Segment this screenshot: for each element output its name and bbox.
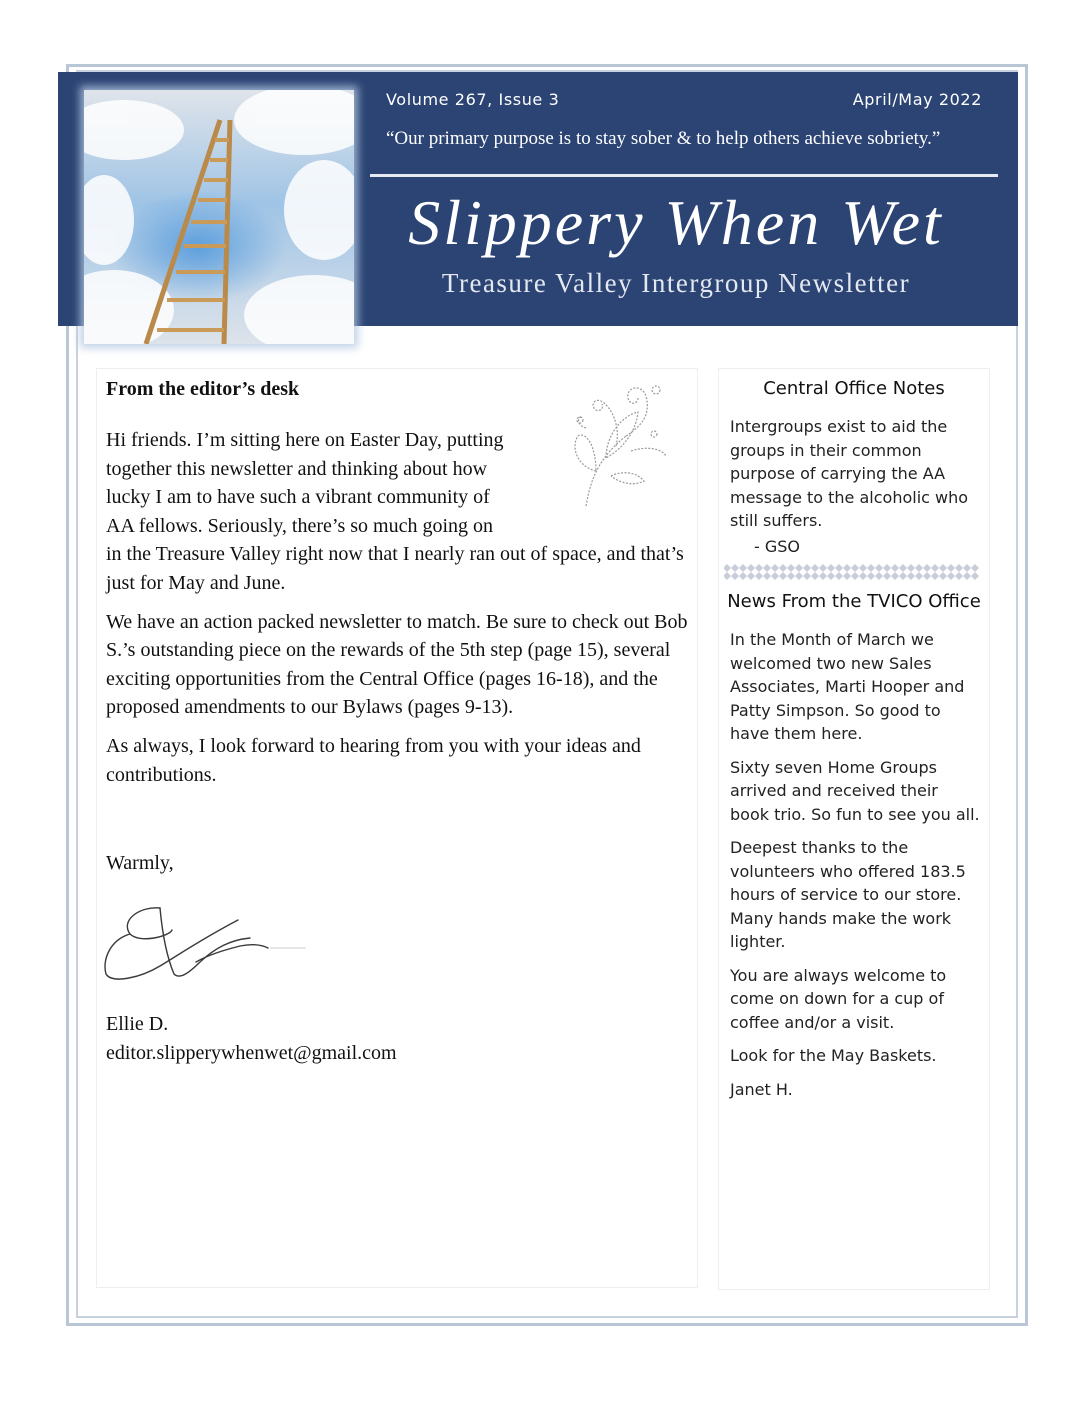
divider-diamond	[827, 564, 835, 572]
divider-diamond	[923, 564, 931, 572]
divider-diamond	[795, 564, 803, 572]
volume-issue: Volume 267, Issue 3	[386, 90, 560, 109]
ladder-to-sky-image	[84, 90, 354, 344]
divider-diamond	[803, 572, 811, 580]
central-office-heading: Central Office Notes	[763, 378, 945, 399]
divider-diamond	[747, 572, 755, 580]
tvico-news-body	[730, 628, 980, 1111]
divider-diamond	[867, 572, 875, 580]
divider-diamond	[763, 564, 771, 572]
divider-diamond	[859, 572, 867, 580]
divider-diamond	[771, 572, 779, 580]
divider-diamond	[747, 564, 755, 572]
divider-diamond	[731, 564, 739, 572]
editor-name: Ellie D.	[106, 1013, 169, 1035]
divider-diamond	[851, 564, 859, 572]
divider-diamond	[835, 572, 843, 580]
divider-diamond	[915, 564, 923, 572]
divider-diamond	[931, 572, 939, 580]
divider-diamond	[907, 564, 915, 572]
divider-diamond	[907, 572, 915, 580]
central-office-attribution: - GSO	[754, 537, 801, 556]
divider-diamond	[755, 564, 763, 572]
divider-diamond	[819, 564, 827, 572]
news-paragraph: Look for the May Baskets.	[730, 1046, 937, 1065]
editor-paragraph: We have an action packed newsletter to match. Be sure to check out Bob S.’s outstanding piece on the rewards of the 5th step (page 15), several exciting opportunities from the Central Office (pages 16-18), and the proposed amendments to our Bylaws (pages 9-13).	[106, 610, 688, 719]
divider-diamond	[779, 564, 787, 572]
divider-diamond	[939, 564, 947, 572]
editor-paragraph: Hi friends. I’m sitting here on Easter Day, putting together this newsletter and thinking about how lucky I am to have such a vibrant community of AA fellows. Seriously, there’s so much going on in the Treasure Valley right now that I nearly ran out of space, and that’s just for May and June.	[106, 429, 684, 594]
divider-diamond	[955, 572, 963, 580]
editor-letter	[106, 426, 690, 799]
news-paragraph: You are always welcome to come on down for a cup of coffee and/or a visit.	[730, 965, 947, 1032]
divider-diamond	[931, 564, 939, 572]
news-paragraph: In the Month of March we welcomed two new Sales Associates, Marti Hooper and Patty Simpson. So good to have them here.	[730, 630, 965, 743]
divider-diamond	[971, 572, 979, 580]
divider-diamond	[763, 572, 771, 580]
divider-diamond	[955, 564, 963, 572]
divider-diamond	[899, 564, 907, 572]
divider-diamond	[971, 564, 979, 572]
divider-diamond	[779, 572, 787, 580]
divider-diamond	[731, 572, 739, 580]
divider-diamond	[947, 564, 955, 572]
flourish-wrap-space	[510, 426, 690, 538]
divider-diamond	[835, 564, 843, 572]
divider-diamond	[939, 572, 947, 580]
divider-diamond	[851, 572, 859, 580]
divider-diamond	[915, 572, 923, 580]
closing-salutation: Warmly,	[106, 852, 174, 874]
divider-diamond	[843, 564, 851, 572]
divider-diamond	[963, 572, 971, 580]
divider-diamond	[724, 572, 731, 580]
divider-diamond	[963, 564, 971, 572]
news-paragraph: Sixty seven Home Groups arrived and received their book trio. So fun to see you all.	[730, 757, 980, 824]
divider-diamond	[947, 572, 955, 580]
editor-signoff	[106, 1010, 397, 1067]
diamond-divider	[724, 563, 982, 581]
divider-diamond	[875, 564, 883, 572]
editor-paragraph: As always, I look forward to hearing from you with your ideas and contributions.	[106, 734, 641, 786]
divider-diamond	[843, 572, 851, 580]
divider-diamond	[795, 572, 803, 580]
divider-diamond	[739, 564, 747, 572]
divider-diamond	[899, 572, 907, 580]
divider-diamond	[771, 564, 779, 572]
divider-diamond	[859, 564, 867, 572]
divider-diamond	[724, 564, 731, 572]
divider-diamond	[827, 572, 835, 580]
issue-date: April/May 2022	[852, 90, 982, 109]
header-divider	[370, 174, 998, 177]
divider-diamond	[755, 572, 763, 580]
divider-diamond	[875, 572, 883, 580]
divider-diamond	[811, 564, 819, 572]
handwritten-signature	[100, 900, 310, 986]
editor-email: editor.slipperywhenwet@gmail.com	[106, 1041, 397, 1064]
newsletter-title: Slippery When Wet	[408, 187, 944, 258]
divider-diamond	[891, 572, 899, 580]
central-office-text: Intergroups exist to aid the groups in their common purpose of carrying the AA message to the alcoholic who still suffers.	[730, 417, 969, 530]
divider-diamond	[819, 572, 827, 580]
news-signature: Janet H.	[730, 1079, 793, 1099]
primary-purpose-quote: “Our primary purpose is to stay sober & to help others achieve sobriety.”	[386, 128, 941, 149]
newsletter-subtitle: Treasure Valley Intergroup Newsletter	[441, 268, 911, 298]
divider-diamond	[883, 564, 891, 572]
divider-diamond	[739, 572, 747, 580]
divider-diamond	[867, 564, 875, 572]
divider-diamond	[811, 572, 819, 580]
divider-diamond	[923, 572, 931, 580]
news-paragraph: Deepest thanks to the volunteers who offered 183.5 hours of service to our store. Many hands make the work lighter.	[730, 838, 966, 951]
divider-diamond	[883, 572, 891, 580]
editor-heading: From the editor’s desk	[106, 378, 300, 400]
divider-diamond	[787, 572, 795, 580]
divider-diamond	[803, 564, 811, 572]
divider-diamond	[891, 564, 899, 572]
tvico-news-heading: News From the TVICO Office	[727, 591, 981, 612]
divider-diamond	[787, 564, 795, 572]
